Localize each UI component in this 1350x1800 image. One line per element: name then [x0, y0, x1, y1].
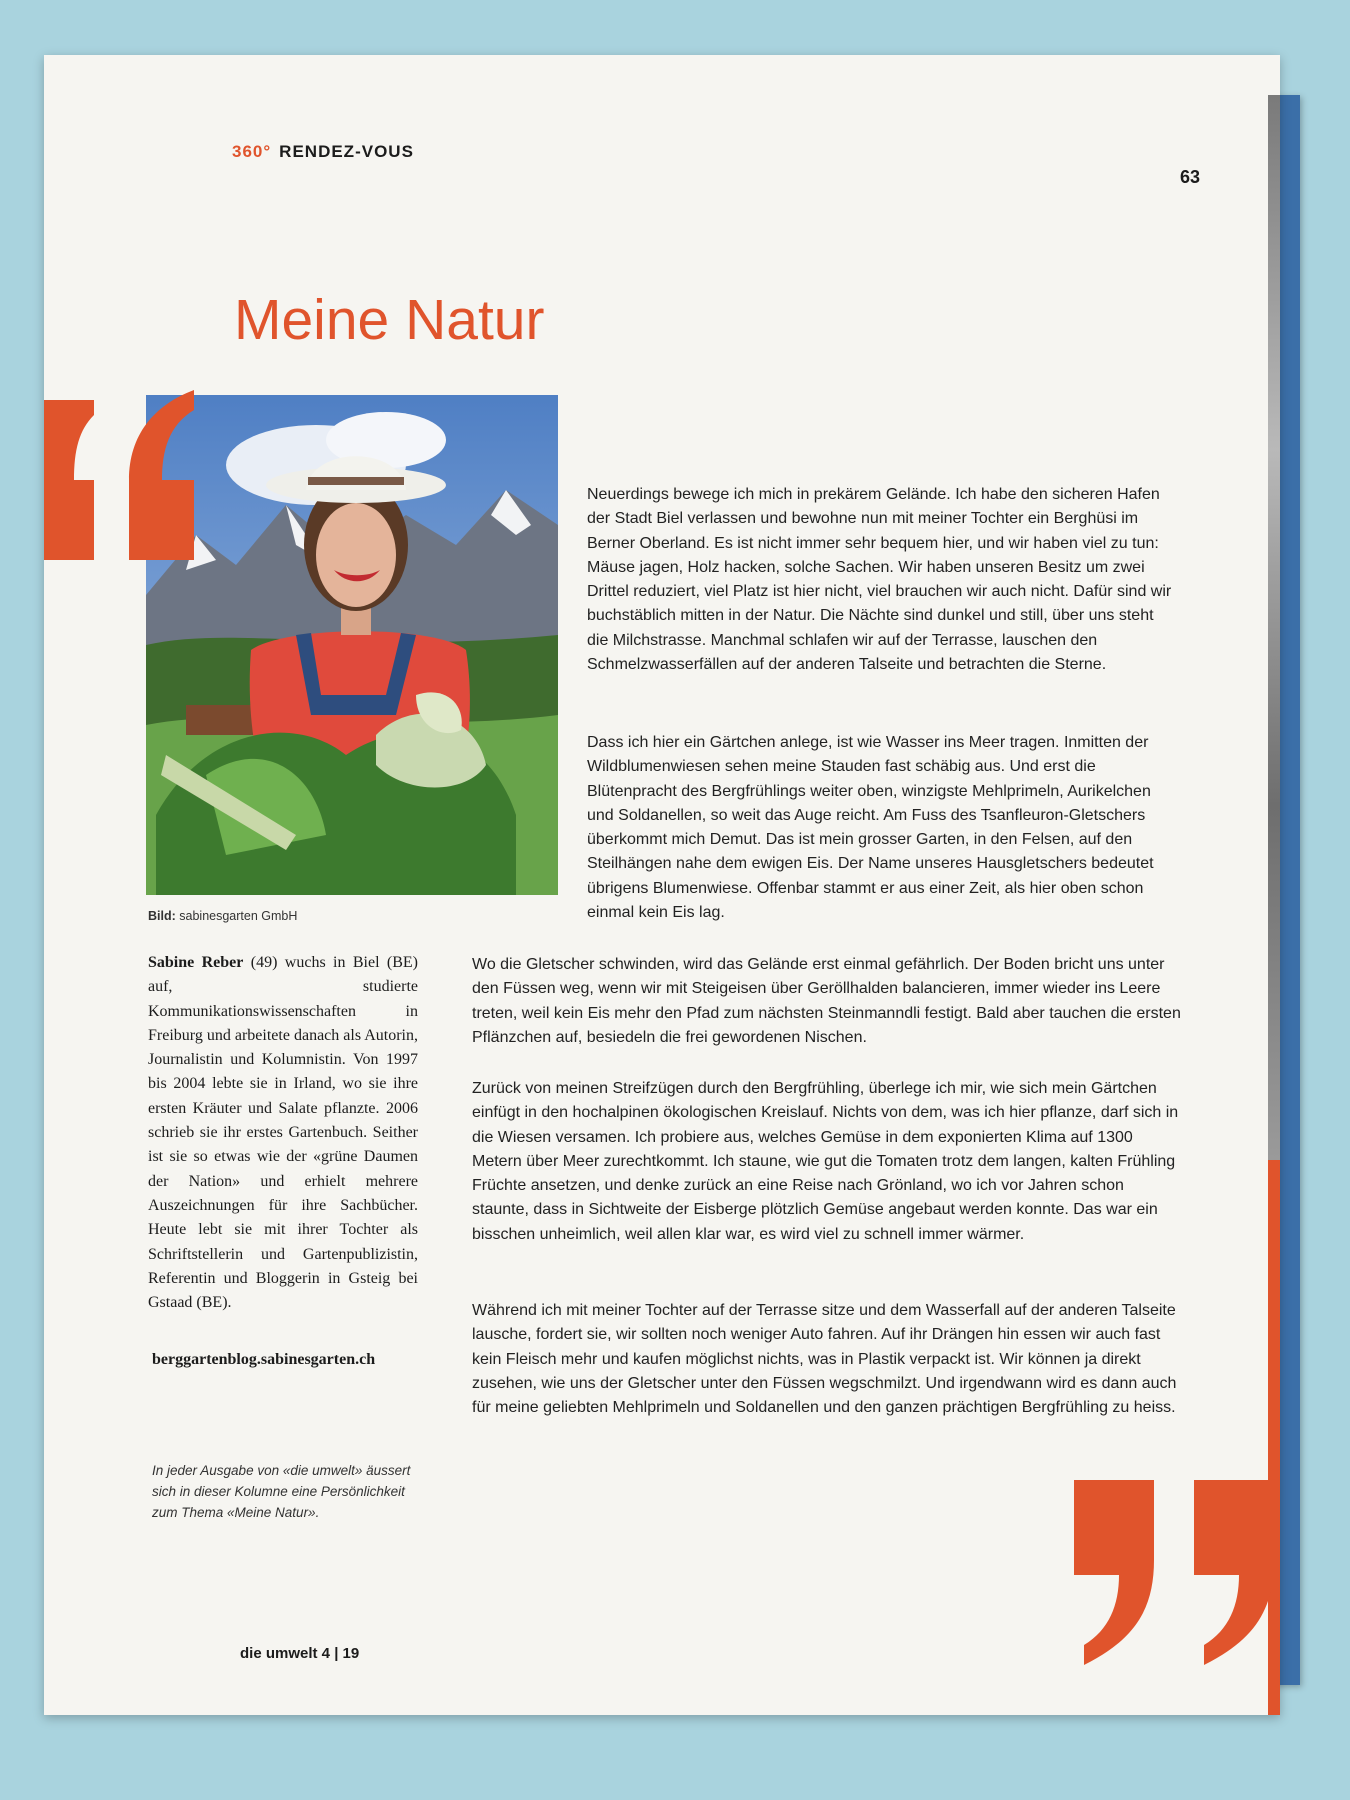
caption-text: sabinesgarten GmbH	[179, 909, 298, 923]
footer-issue: die umwelt 4 | 19	[240, 1645, 360, 1662]
author-blog-link[interactable]: berggartenblog.sabinesgarten.ch	[152, 1351, 376, 1368]
section-degree: 360°	[232, 142, 272, 161]
section-header	[232, 142, 414, 162]
article-paragraph-4: Zurück von meinen Streifzügen durch den Bergfrühling, überlege ich mir, wie sich mein Gärtchen einfügt in den hochalpinen ökologischen Kreislauf. Nichts von dem, was ich hier pflanze, darf sich in die Wiesen versamen. Ich probiere aus, welches Gemüse in dem exponierten Klima auf 1300 Metern über Meer zurechtkommt. Ich staune, wie gut die Tomaten trotz dem langen, kalten Frühling Früchte ansetzen, und denke zurück an eine Reise nach Grönland, wo ich vor Jahren schon staunte, dass in Sichtweite der Eisberge plötzlich Gemüse angebaut werden konnte. Das war ein bisschen unheimlich, weil allen klar war, es wird viel zu schnell immer wärmer.	[472, 1080, 1179, 1243]
author-bio	[148, 951, 418, 1315]
column-note: In jeder Ausgabe von «die umwelt» äussert sich in dieser Kolumne eine Persönlichkeit zum Thema «Meine Natur».	[152, 1463, 411, 1520]
article-paragraph-1: Neuerdings bewege ich mich in prekärem Gelände. Ich habe den sicheren Hafen der Stadt Biel verlassen und bewohne nun mit meiner Tochter ein Berghüsi im Berner Oberland. Es ist nicht immer sehr bequem hier, und wir haben viel zu tun: Mäuse jagen, Holz hacken, solche Sachen. Wir haben unseren Besitz um zwei Drittel reduziert, viel Platz ist hier nicht, viel brauchen wir auch nicht. Dafür sind wir buchstäblich mitten in der Natur. Die Nächte sind dunkel und still, über uns steht die Milchstrasse. Manchmal schlafen wir auf der Terrasse, lauschen den Schmelzwasserfällen auf der anderen Talseite und betrachten die Sterne.	[587, 486, 1172, 674]
closing-quote-icon	[1074, 1480, 1274, 1670]
next-page-photo-edge	[1268, 95, 1280, 1160]
article-paragraph-2: Dass ich hier ein Gärtchen anlege, ist wie Wasser ins Meer tragen. Inmitten der Wildblumenwiesen sehen meine Stauden fast schäbig aus. Und erst die Blütenpracht des Bergfrühlings weiter oben, winzigste Mehlprimeln, Aurikelchen und Soldanellen, so weit das Auge reicht. Am Fuss des Tsanfleuron-Gletschers überkommt mich Demut. Das ist mein grosser Garten, in den Felsen, auf den Steilhängen nahe dem ewigen Eis. Der Name unseres Hausgletschers bedeutet übrigens Blumenwiese. Offenbar stammt er aus einer Zeit, als hier oben schon einmal kein Eis lag.	[587, 734, 1154, 922]
page-number: 63	[1179, 167, 1200, 187]
magazine-page	[44, 55, 1280, 1715]
author-name: Sabine Reber	[148, 954, 244, 971]
section-name: RENDEZ-VOUS	[279, 142, 414, 161]
page-title: Meine Natur	[234, 288, 545, 352]
photo-caption	[148, 909, 297, 923]
article-paragraph-5: Während ich mit meiner Tochter auf der Terrasse sitze und dem Wasserfall auf der anderen Talseite lausche, fordert sie, wir sollten noch weniger Auto fahren. Auf ihr Drängen hin essen wir auch fast kein Fleisch mehr und kaufen möglichst nichts, was in Plastik verpackt ist. Wir können ja direkt zusehen, wie uns der Gletscher unter den Füssen wegschmilzt. Und irgendwann wird es dann auch für meine geliebten Mehlprimeln und Soldanellen und den ganzen prächtigen Bergfrühling zu heiss.	[472, 1302, 1177, 1417]
caption-label: Bild:	[148, 909, 176, 923]
opening-quote-icon	[44, 390, 224, 590]
author-bio-text: (49) wuchs in Biel (BE) auf, studierte Kommunikationswissenschaften in Freiburg und arbeitete danach als Autorin, Journalistin und Kolumnistin. Von 1997 bis 2004 lebte sie in Irland, wo sie ihre ersten Kräuter und Salate pflanzte. 2006 schrieb sie ihr erstes Gartenbuch. Seither ist sie so etwas wie der «grüne Daumen der Nation» und erhielt mehrere Auszeichnungen für ihre Sachbücher. Heute lebt sie mit ihrer Tochter als Schriftstellerin und Gartenpublizistin, Referentin und Bloggerin in Gsteig bei Gstaad (BE).	[148, 954, 418, 1312]
article-paragraph-3: Wo die Gletscher schwinden, wird das Gelände erst einmal gefährlich. Der Boden bricht uns unter den Füssen weg, wenn wir mit Steigeisen über Geröllhalden balancieren, immer wieder ins Leere treten, weil kein Eis mehr den Pfad zum nächsten Steinmanndli festigt. Bald aber tauchen die ersten Pflänzchen auf, besiedeln die frei gewordenen Nischen.	[472, 956, 1181, 1046]
